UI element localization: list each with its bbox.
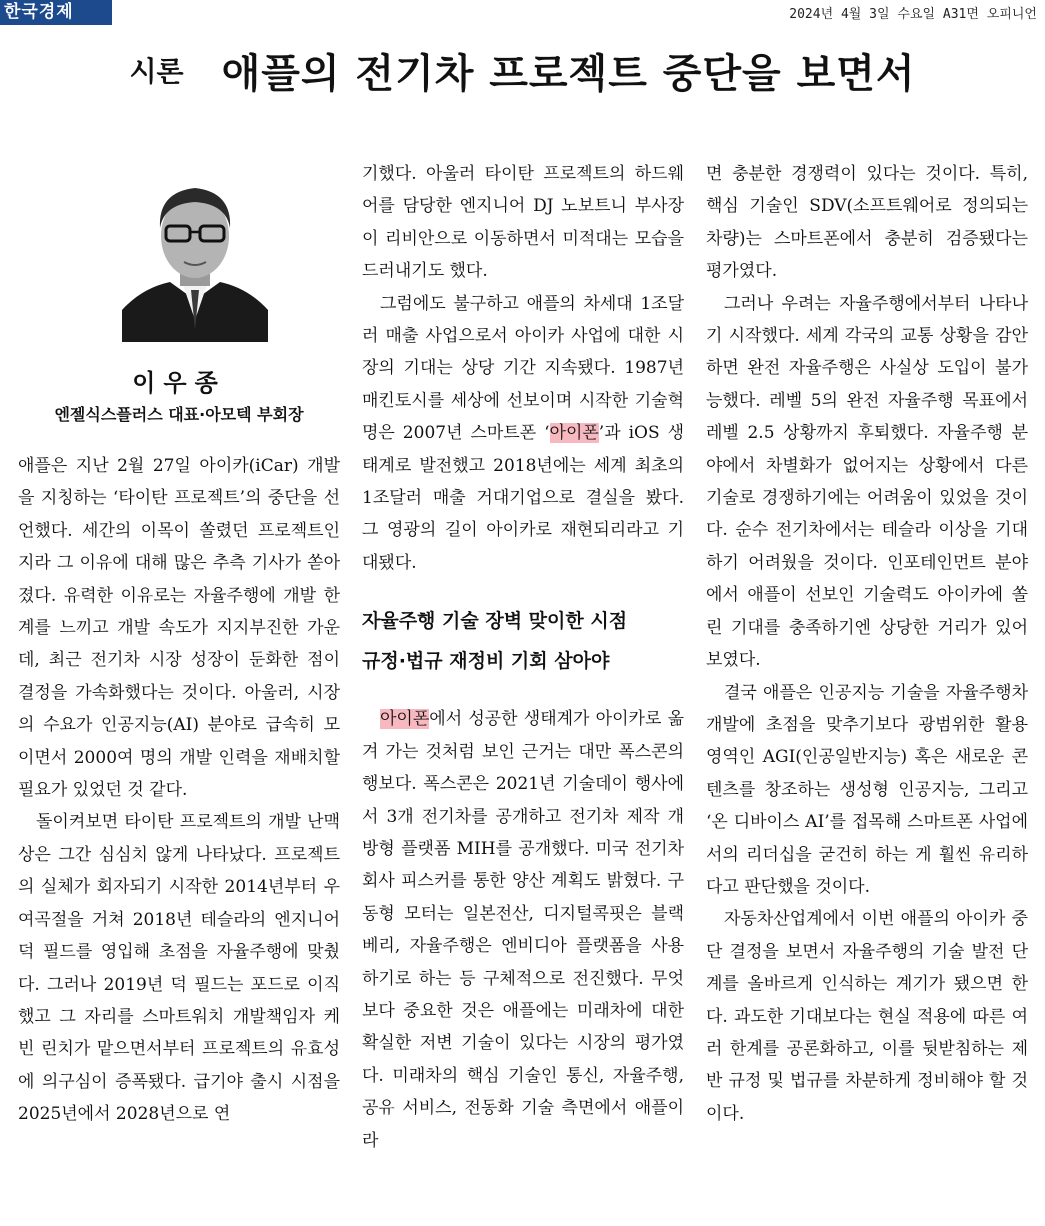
article-title: 애플의 전기차 프로젝트 중단을 보면서 [221, 50, 916, 97]
author-box [18, 158, 340, 438]
paragraph: 면 충분한 경쟁력이 있다는 것이다. 특히, 핵심 기술인 SDV(소프트웨어로 정의되는 차량)는 스마트폰에서 충분히 검증됐다는 평가였다. [706, 164, 1028, 282]
dateline: 2024년 4월 3일 수요일 A31면 오피니언 [789, 7, 1037, 22]
author-title: 엔젤식스플러스 대표·아모텍 부회장 [54, 405, 304, 424]
headline [0, 40, 1045, 100]
text-run: 에서 성공한 생태계가 아이카로 옮겨 가는 것처럼 보인 근거는 대만 폭스콘의 행보다. 폭스콘은 2021년 기술데이 행사에서 3개 전기차를 공개하고 전기차 제작 개방형 플랫폼 MIH를 공개했다. 미국 전기차 회사 피스커를 통한 양산 계획도 밝혔다. 구동형 모터는 일본전산, 디지털콕핏은 블랙베리, 자율주행은 엔비디아 플랫폼을 사용하기로 하는 등 구체적으로 전진했다. 무엇보다 중요한 것은 애플에는 미래차에 대한 확실한 저변 기술이 있다는 시장의 평가였다. 미래차의 핵심 기술인 통신, 자율주행, 공유 서비스, 전동화 기술 측면에서 애플이라 [362, 709, 684, 1151]
author-portrait [122, 170, 268, 342]
subheading-line-2: 규정·법규 재정비 기회 삼아야 [362, 650, 610, 673]
newspaper-masthead: 한국경제 [0, 0, 112, 25]
paragraph: 그러나 우려는 자율주행에서부터 나타나기 시작했다. 세계 각국의 교통 상황을 감안하면 완전 자율주행은 사실상 도입이 불가능했다. 레벨 5의 완전 자율주행 목표에서 레벨 2.5 상황까지 후퇴했다. 자율주행 분야에서 차별화가 없어지는 상황에서 다른 기술로 경쟁하기에는 어려움이 있었을 것이다. 순수 전기차에서는 테슬라 이상을 기대하기 어려웠을 것이다. 인포테인먼트 분야에서 애플이 선보인 기술력도 아이카에 쏠린 기대를 충족하기엔 상당한 거리가 있어 보였다. [706, 293, 1028, 671]
paragraph [362, 288, 684, 580]
paragraph: 기했다. 아울러 타이탄 프로젝트의 하드웨어를 담당한 엔지니어 DJ 노보트니 부사장이 리비안으로 이동하면서 미적대는 모습을 드러내기도 했다. [362, 164, 684, 282]
section-label: 시론 [129, 55, 184, 88]
text-run: ’과 iOS 생태계로 발전했고 2018년에는 세계 최초의 1조달러 매출 거대기업으로 결실을 봤다. 그 영광의 길이 아이카로 재현되리라고 기대됐다. [362, 423, 684, 573]
article-column-3 [706, 158, 1028, 1130]
paragraph [362, 703, 684, 1157]
paragraph: 자동차산업계에서 이번 애플의 아이카 중단 결정을 보면서 자율주행의 기술 발전 단계를 올바르게 인식하는 계기가 됐으면 한다. 과도한 기대보다는 현실 적용에 따른 여러 한계를 공론화하고, 이를 뒷받침하는 제반 규정 및 법규를 차분하게 정비해야 할 것이다. [706, 909, 1028, 1124]
highlighted-term: 아이폰 [380, 709, 430, 730]
text-run: 그럼에도 불구하고 애플의 차세대 1조달러 매출 사업으로서 아이카 사업에 대한 시장의 기대는 상당 기간 지속됐다. 1987년 매킨토시를 세상에 선보이며 시작한 기술혁명은 2007년 스마트폰 ‘ [362, 293, 684, 444]
article-column-1 [18, 450, 340, 1131]
author-name: 이우종 [132, 369, 226, 397]
article-column-2 [362, 158, 684, 1157]
subheading [362, 601, 684, 681]
paragraph: 돌이켜보면 타이탄 프로젝트의 개발 난맥상은 그간 심심치 않게 나타났다. 프로젝트의 실체가 회자되기 시작한 2014년부터 우여곡절을 거쳐 2018년 테슬라의 엔지니어 덕 필드를 영입해 초점을 자율주행에 맞췄다. 그러나 2019년 덕 필드는 포드로 이직했고 그 자리를 스마트워치 개발책임자 케빈 린치가 맡으면서부터 프로젝트의 유효성에 의구심이 증폭됐다. 급기야 출시 시점을 2025년에서 2028년으로 연 [18, 812, 340, 1125]
paragraph: 애플은 지난 2월 27일 아이카(iCar) 개발을 지칭하는 ‘타이탄 프로젝트’의 중단을 선언했다. 세간의 이목이 쏠렸던 프로젝트인지라 그 이유에 대해 많은 추측 기사가 쏟아졌다. 유력한 이유로는 자율주행에 개발 한계를 느끼고 개발 속도가 지지부진한 가운데, 최근 전기차 시장 성장이 둔화한 점이 결정을 가속화했다는 것이다. 아울러, 시장의 수요가 인공지능(AI) 분야로 급속히 모이면서 2000여 명의 개발 인력을 재배치할 필요가 있었던 것 같다. [18, 456, 340, 801]
paragraph: 결국 애플은 인공지능 기술을 자율주행차 개발에 초점을 맞추기보다 광범위한 활용 영역인 AGI(인공일반지능) 혹은 새로운 콘텐츠를 창조하는 생성형 인공지능, 그리고 ‘온 디바이스 AI’를 접목해 스마트폰 사업에서의 리더십을 굳건히 하는 게 훨씬 유리하다고 판단했을 것이다. [706, 682, 1028, 897]
highlighted-term: 아이폰 [549, 423, 599, 444]
subheading-line-1: 자율주행 기술 장벽 맞이한 시점 [362, 610, 628, 633]
